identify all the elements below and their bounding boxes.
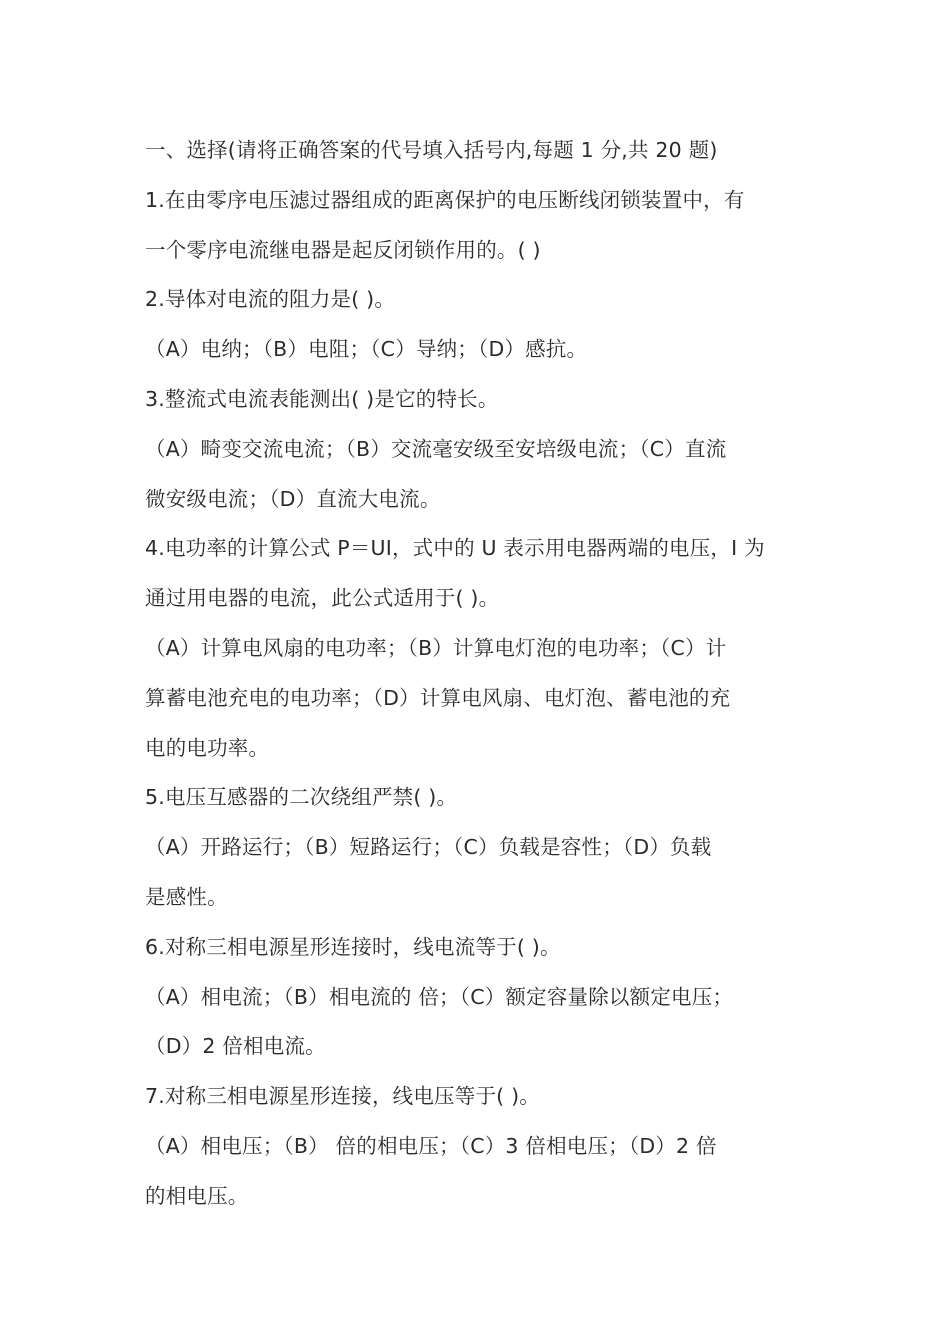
question-1-text-cont: 一个零序电流继电器是起反闭锁作用的。( ) [145, 237, 541, 262]
question-4-options-cont: 算蓄电池充电的电功率；（D）计算电风扇、电灯泡、蓄电池的充 [145, 685, 731, 710]
question-3-options-cont: 微安级电流；（D）直流大电流。 [145, 486, 441, 511]
question-4-options-end: 电的电功率。 [145, 735, 270, 760]
question-3-options: （A）畸变交流电流；（B）交流毫安级至安培级电流；（C）直流 [145, 436, 727, 461]
question-7-options-cont: 的相电压。 [145, 1183, 249, 1208]
question-4-text: 4.电功率的计算公式 P＝UI，式中的 U 表示用电器两端的电压，I 为 [145, 536, 765, 561]
question-7-options: （A）相电压；（B） 倍的相电压；（C）3 倍相电压；（D）2 倍 [145, 1133, 717, 1158]
question-5-options: （A）开路运行；（B）短路运行；（C）负载是容性；（D）负载 [145, 835, 712, 860]
question-1-text: 1.在由零序电压滤过器组成的距离保护的电压断线闭锁装置中，有 [145, 187, 745, 212]
question-4-text-cont: 通过用电器的电流，此公式适用于( )。 [145, 586, 500, 611]
question-3-text: 3.整流式电流表能测出( )是它的特长。 [145, 386, 499, 411]
question-7-text: 7.对称三相电源星形连接，线电压等于( )。 [145, 1084, 540, 1109]
question-6-options: （A）相电流；（B）相电流的 倍；（C）额定容量除以额定电压； [145, 984, 734, 1009]
question-6-text: 6.对称三相电源星形连接时，线电流等于( )。 [145, 934, 561, 959]
question-2-text: 2.导体对电流的阻力是( )。 [145, 287, 396, 312]
question-6-options-cont: （D）2 倍相电流。 [145, 1034, 326, 1059]
question-5-options-cont: 是感性。 [145, 884, 228, 909]
section-heading: 一、选择(请将正确答案的代号填入括号内,每题 1 分,共 20 题) [145, 138, 718, 162]
question-4-options: （A）计算电风扇的电功率；（B）计算电灯泡的电功率；（C）计 [145, 635, 727, 660]
document-body [145, 126, 805, 1222]
question-2-options: （A）电纳；（B）电阻；（C）导纳；（D）感抗。 [145, 337, 588, 362]
question-5-text: 5.电压互感器的二次绕组严禁( )。 [145, 785, 458, 810]
